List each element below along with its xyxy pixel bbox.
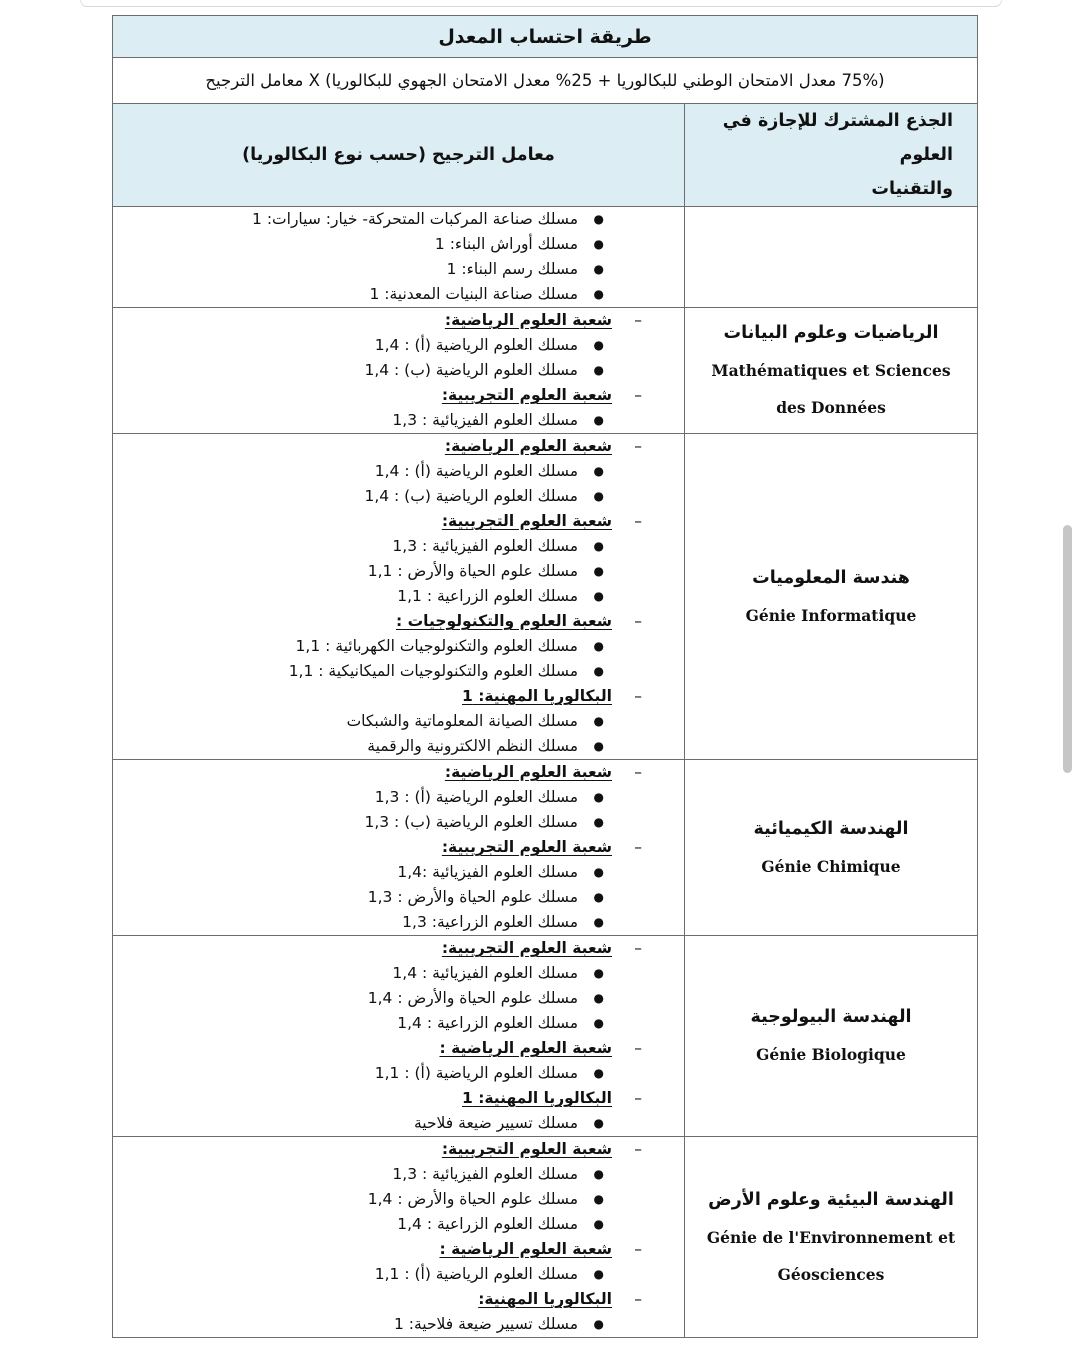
- track-item: [119, 358, 648, 383]
- track-label: مسلك العلوم والتكنولوجيات الكهربائية : 1,1: [295, 637, 578, 655]
- track-item: [119, 734, 648, 759]
- weight-column-header: معامل الترجيح (حسب نوع البكالوريا): [113, 104, 685, 207]
- track-item: [119, 634, 648, 659]
- bullet-icon: ●: [593, 489, 604, 503]
- track-item: [119, 1011, 648, 1036]
- bac-stream-heading: [119, 936, 648, 961]
- dash-marker: –: [634, 838, 642, 856]
- program-name-french: Génie de l'Environnement et: [706, 1227, 956, 1247]
- track-label: مسلك العلوم الفيزيائية : 1,3: [392, 411, 578, 429]
- dash-marker: –: [634, 1290, 642, 1308]
- track-label: مسلك العلوم الزراعية : 1,1: [397, 587, 578, 605]
- weights-cell: [113, 308, 685, 434]
- table-row: [113, 1137, 978, 1338]
- track-item: [119, 659, 648, 684]
- track-label: مسلك العلوم الفيزيائية : 1,4: [392, 964, 578, 982]
- track-label: مسلك تسيير ضيعة فلاحية: 1: [393, 1315, 578, 1333]
- bullet-icon: ●: [593, 815, 604, 829]
- dash-marker: –: [634, 437, 642, 455]
- track-item: [119, 910, 648, 935]
- track-item: [119, 584, 648, 609]
- bac-stream-label: شعبة العلوم الرياضية:: [444, 311, 612, 329]
- bac-stream-heading: [119, 1137, 648, 1162]
- track-label: مسلك العلوم الزراعية : 1,4: [397, 1215, 578, 1233]
- track-item: [119, 484, 648, 509]
- program-name-french: Génie Informatique: [745, 605, 917, 625]
- track-label: مسلك تسيير ضيعة فلاحية: [413, 1114, 578, 1132]
- bullet-icon: ●: [593, 1016, 604, 1030]
- bullet-icon: ●: [593, 664, 604, 678]
- track-item: [119, 207, 648, 232]
- bac-stream-heading: [119, 1237, 648, 1262]
- weights-cell: [113, 936, 685, 1137]
- dash-marker: –: [634, 512, 642, 530]
- bullet-icon: ●: [593, 1267, 604, 1281]
- bullet-icon: ●: [593, 1066, 604, 1080]
- track-label: مسلك علوم الحياة والأرض : 1,4: [367, 1190, 578, 1208]
- weights-cell: [113, 434, 685, 760]
- bac-stream-heading: [119, 760, 648, 785]
- bac-stream-label: البكالوريا المهنية: 1: [462, 687, 612, 705]
- track-item: [119, 1262, 648, 1287]
- bullet-icon: ●: [593, 1217, 604, 1231]
- track-item: [119, 1212, 648, 1237]
- track-item: [119, 1061, 648, 1086]
- bullet-icon: ●: [593, 1167, 604, 1181]
- table-row: [113, 936, 978, 1137]
- program-name-arabic: الرياضيات وعلوم البيانات: [723, 323, 939, 343]
- dash-marker: –: [634, 612, 642, 630]
- bac-stream-label: شعبة العلوم الرياضية :: [439, 1039, 612, 1057]
- program-header-line1: الجذع المشترك للإجازة في العلوم: [722, 111, 953, 165]
- bac-stream-heading: [119, 1086, 648, 1111]
- dash-marker: –: [634, 1140, 642, 1158]
- track-label: مسلك علوم الحياة والأرض : 1,4: [367, 989, 578, 1007]
- bullet-icon: ●: [593, 991, 604, 1005]
- table-title: طريقة احتساب المعدل: [113, 16, 978, 58]
- bullet-icon: ●: [593, 915, 604, 929]
- track-label: مسلك صناعة البنيات المعدنية: 1: [369, 285, 578, 303]
- track-label: مسلك العلوم الرياضية (أ) : 1,1: [374, 1064, 578, 1082]
- track-label: مسلك صناعة المركبات المتحركة- خيار: سيارات: 1: [252, 210, 578, 228]
- dash-marker: –: [634, 1039, 642, 1057]
- track-item: [119, 810, 648, 835]
- bac-stream-heading: [119, 835, 648, 860]
- program-name-arabic: الهندسة البيئية وعلوم الأرض: [708, 1189, 954, 1210]
- track-item: [119, 986, 648, 1011]
- bac-stream-label: شعبة العلوم التجريبية:: [441, 386, 612, 404]
- track-label: مسلك العلوم الرياضية (أ) : 1,4: [374, 336, 578, 354]
- track-label: مسلك العلوم الرياضية (ب) : 1,3: [364, 813, 578, 831]
- track-label: مسلك أوراش البناء: 1: [434, 235, 578, 253]
- track-label: مسلك العلوم والتكنولوجيات الميكانيكية : 1,1: [288, 662, 578, 680]
- bullet-icon: ●: [593, 338, 604, 352]
- dash-marker: –: [634, 311, 642, 329]
- program-cell: [685, 434, 978, 760]
- table-body: [113, 207, 978, 1338]
- track-label: مسلك العلوم الفيزيائية : 1,3: [392, 537, 578, 555]
- bac-stream-heading: [119, 509, 648, 534]
- track-label: مسلك رسم البناء: 1: [446, 260, 578, 278]
- program-name-arabic: الهندسة الكيميائية: [753, 818, 909, 839]
- track-item: [119, 961, 648, 986]
- track-item: [119, 282, 648, 307]
- track-item: [119, 232, 648, 257]
- program-header-line2: والتقنيات: [871, 179, 953, 199]
- bullet-icon: ●: [593, 564, 604, 578]
- dash-marker: –: [634, 687, 642, 705]
- track-item: [119, 408, 648, 433]
- weights-cell: [113, 207, 685, 308]
- program-name-french: Génie Biologique: [756, 1045, 906, 1064]
- bac-stream-label: شعبة العلوم الرياضية :: [439, 1240, 612, 1258]
- bullet-icon: ●: [593, 966, 604, 980]
- dash-marker: –: [634, 1240, 642, 1258]
- bullet-icon: ●: [593, 890, 604, 904]
- formula-text: (75% معدل الامتحان الوطني للبكالوريا + 25% معدل الامتحان الجهوي للبكالوريا) X معامل الترجيح: [113, 58, 978, 104]
- program-name-arabic: هندسة المعلوميات: [752, 567, 910, 588]
- table-row: [113, 434, 978, 760]
- bullet-icon: ●: [593, 739, 604, 753]
- track-item: [119, 333, 648, 358]
- dash-marker: –: [634, 939, 642, 957]
- program-cell: [685, 308, 978, 434]
- track-item: [119, 559, 648, 584]
- program-cell: [685, 207, 978, 308]
- bullet-icon: ●: [593, 413, 604, 427]
- table-row: [113, 308, 978, 434]
- track-label: مسلك العلوم الفيزيائية :1,4: [397, 863, 578, 881]
- dash-marker: –: [634, 763, 642, 781]
- bac-stream-heading: [119, 383, 648, 408]
- program-name-french: Génie Chimique: [761, 856, 901, 876]
- track-label: مسلك العلوم الرياضية (أ) : 1,4: [374, 462, 578, 480]
- program-name-french: des Données: [776, 398, 886, 417]
- bac-stream-heading: [119, 684, 648, 709]
- weighting-table: [112, 15, 978, 1338]
- weights-cell: [113, 760, 685, 936]
- bullet-icon: ●: [593, 287, 604, 301]
- bullet-icon: ●: [593, 865, 604, 879]
- bullet-icon: ●: [593, 464, 604, 478]
- track-item: [119, 1187, 648, 1212]
- track-label: مسلك العلوم الرياضية (ب) : 1,4: [364, 361, 578, 379]
- bullet-icon: ●: [593, 1317, 604, 1331]
- program-name-french: Géosciences: [777, 1264, 885, 1284]
- previous-page-edge: [80, 0, 1002, 7]
- track-item: [119, 1312, 648, 1337]
- track-item: [119, 459, 648, 484]
- bullet-icon: ●: [593, 262, 604, 276]
- track-label: مسلك العلوم الزراعية: 1,3: [402, 913, 578, 931]
- track-label: مسلك علوم الحياة والأرض : 1,1: [367, 562, 578, 580]
- track-label: مسلك النظم الالكترونية والرقمية: [367, 737, 578, 755]
- bac-stream-label: شعبة العلوم التجريبية:: [441, 838, 612, 856]
- program-cell: [685, 760, 978, 936]
- bullet-icon: ●: [593, 237, 604, 251]
- bac-stream-label: شعبة العلوم الرياضية:: [444, 437, 612, 455]
- bac-stream-heading: [119, 308, 648, 333]
- track-label: مسلك الصيانة المعلوماتية والشبكات: [346, 712, 578, 730]
- table-row: [113, 207, 978, 308]
- program-name-french: Mathématiques et Sciences: [711, 361, 951, 380]
- track-label: مسلك العلوم الرياضية (أ) : 1,1: [374, 1265, 578, 1283]
- scrollbar-thumb[interactable]: [1063, 525, 1072, 773]
- bac-stream-heading: [119, 434, 648, 459]
- track-label: مسلك العلوم الرياضية (أ) : 1,3: [374, 788, 578, 806]
- track-label: مسلك العلوم الفيزيائية : 1,3: [392, 1165, 578, 1183]
- column-header-row: [113, 104, 978, 207]
- track-item: [119, 709, 648, 734]
- bac-stream-label: شعبة العلوم التجريبية:: [441, 512, 612, 530]
- bullet-icon: ●: [593, 790, 604, 804]
- track-item: [119, 1111, 648, 1136]
- track-label: مسلك العلوم الرياضية (ب) : 1,4: [364, 487, 578, 505]
- bac-stream-label: البكالوريا المهنية:: [478, 1290, 612, 1308]
- bullet-icon: ●: [593, 714, 604, 728]
- track-item: [119, 534, 648, 559]
- track-item: [119, 885, 648, 910]
- bac-stream-label: شعبة العلوم التجريبية:: [441, 1140, 612, 1158]
- bac-stream-heading: [119, 609, 648, 634]
- bac-stream-label: شعبة العلوم الرياضية:: [444, 763, 612, 781]
- track-label: مسلك العلوم الزراعية : 1,4: [397, 1014, 578, 1032]
- program-name-arabic: الهندسة البيولوجية: [750, 1007, 912, 1027]
- bac-stream-heading: [119, 1287, 648, 1312]
- bullet-icon: ●: [593, 212, 604, 226]
- bac-stream-label: شعبة العلوم والتكنولوجيات :: [396, 612, 612, 630]
- dash-marker: –: [634, 1089, 642, 1107]
- track-item: [119, 257, 648, 282]
- bullet-icon: ●: [593, 539, 604, 553]
- track-item: [119, 860, 648, 885]
- weights-cell: [113, 1137, 685, 1338]
- dash-marker: –: [634, 386, 642, 404]
- bullet-icon: ●: [593, 1192, 604, 1206]
- table-row: [113, 760, 978, 936]
- program-cell: [685, 1137, 978, 1338]
- bac-stream-heading: [119, 1036, 648, 1061]
- program-cell: [685, 936, 978, 1137]
- bullet-icon: ●: [593, 363, 604, 377]
- track-item: [119, 785, 648, 810]
- title-row: [113, 16, 978, 58]
- bullet-icon: ●: [593, 639, 604, 653]
- bullet-icon: ●: [593, 1116, 604, 1130]
- bullet-icon: ●: [593, 589, 604, 603]
- track-label: مسلك علوم الحياة والأرض : 1,3: [367, 888, 578, 906]
- program-column-header: [685, 104, 978, 207]
- bac-stream-label: شعبة العلوم التجريبية:: [441, 939, 612, 957]
- track-item: [119, 1162, 648, 1187]
- bac-stream-label: البكالوريا المهنية: 1: [462, 1089, 612, 1107]
- formula-row: [113, 58, 978, 104]
